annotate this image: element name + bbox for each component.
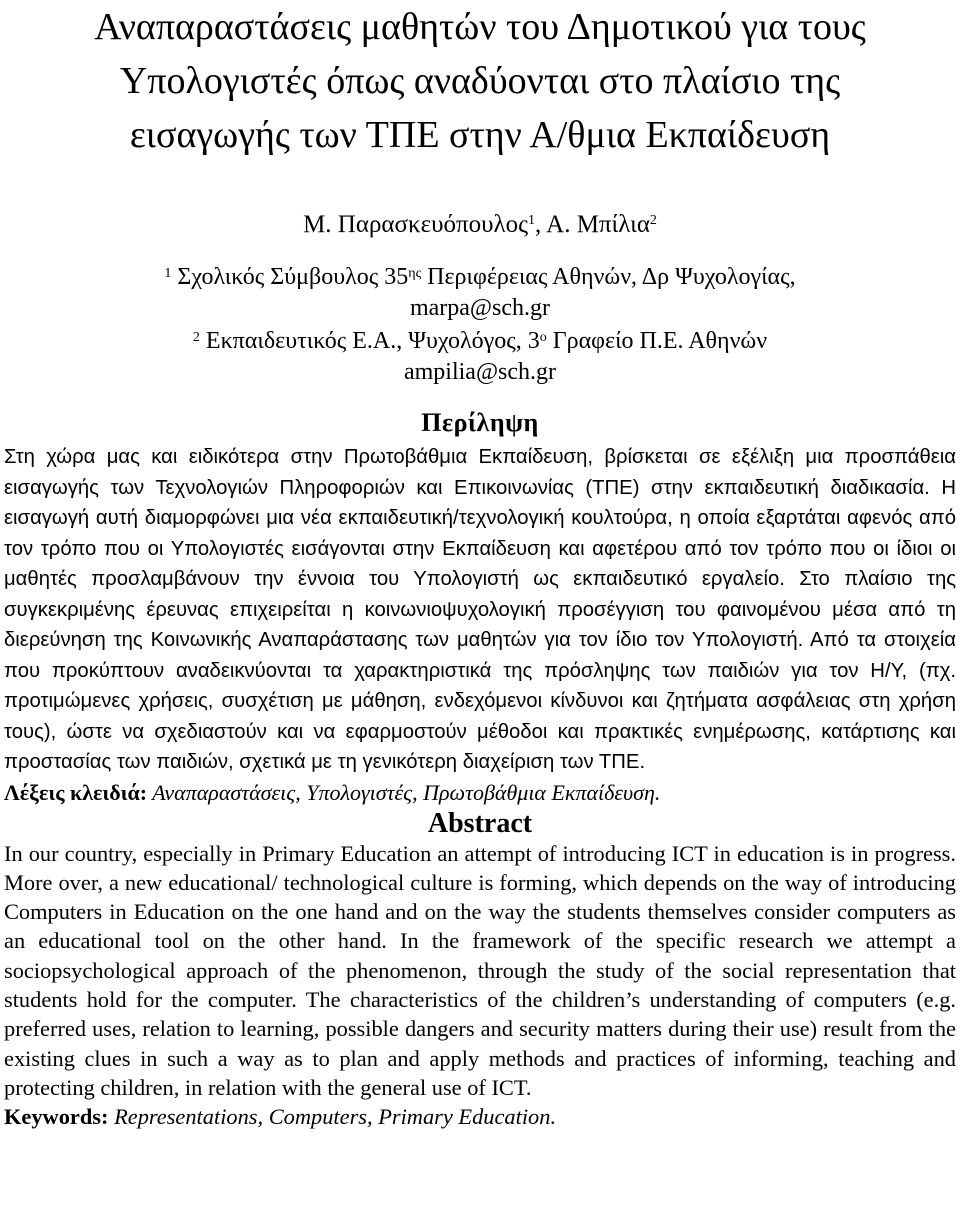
title-line-3: εισαγωγής των ΤΠΕ στην Α/θμια Εκπαίδευση <box>129 114 831 156</box>
english-keywords <box>4 1102 956 1132</box>
title-line-2: Υπολογιστές όπως αναδύονται στο πλαίσιο της <box>119 60 841 102</box>
greek-abstract-body: Στη χώρα μας και ειδικότερα στην Πρωτοβάθμια Εκπαίδευση, βρίσκεται σε εξέλιξη μια προσπάθεια εισαγωγής των Τεχνολογιών Πληροφοριών και Επικοινωνίας (ΤΠΕ) στην εκπαιδευτική διαδικασία. Η εισαγωγή αυτή διαμορφώνει μια νέα εκπαιδευτική/τεχνολογική κουλτούρα, η οποία εξαρτάται αφενός από τον τρόπο που οι Υπολογιστές εισάγονται στην Εκπαίδευση και αφετέρου από τον τρόπο που οι ίδιοι οι μαθητές προσλαμβάνουν την έννοια του Υπολογιστή ως εκπαιδευτικό εργαλείο. Στο πλαίσιο της συγκεκριμένης έρευνας επιχειρείται η κοινωνιοψυχολογική προσέγγιση του φαινομένου μέσα από τη διερεύνηση της Κοινωνικής Αναπαράστασης των μαθητών για τον ίδιο τον Υπολογιστή. Από τα στοιχεία που προκύπτουν αναδεικνύονται τα χαρακτηριστικά της πρόσληψης των παιδιών για τον Η/Υ, (πχ. προτιμώμενες χρήσεις, συσχέτιση με μάθηση, ενδεχόμενοι κίνδυνοι και ζητήματα ασφάλειας στη χρήση τους), ώστε να σχεδιαστούν και να εφαρμοστούν μέθοδοι και πρακτικές ενημέρωσης, κατάρτισης και προστασίας των παιδιών, σχετικά με τη γενικότερη διαχείριση των ΤΠΕ. <box>4 446 956 773</box>
greek-keywords-list: Αναπαραστάσεις, Υπολογιστές, Πρωτοβάθμια Εκπαίδευση. <box>147 779 661 805</box>
affiliation-1-ordinal: ης <box>408 266 422 281</box>
affiliation-2 <box>4 326 956 388</box>
english-keywords-label: Keywords: <box>4 1104 109 1130</box>
affiliation-1-mark: 1 <box>164 266 172 281</box>
title-line-1: Αναπαραστάσεις μαθητών του Δημοτικού για τους <box>94 6 866 48</box>
author-2-affil-mark: 2 <box>649 213 657 228</box>
author-1-affil-mark: 1 <box>528 213 536 228</box>
affiliation-1-text-a: Σχολικός Σύμβουλος 35 <box>171 264 409 290</box>
affiliation-1-email[interactable]: marpa@sch.gr <box>409 295 551 321</box>
greek-keywords-label: Λέξεις κλειδιά: <box>4 779 148 805</box>
affiliation-1-text-b: Περιφέρειας Αθηνών, Δρ Ψυχολογίας, <box>421 264 796 290</box>
greek-keywords <box>4 778 956 808</box>
affiliation-2-ordinal: ο <box>539 330 547 345</box>
author-list <box>4 210 956 240</box>
english-abstract-body: In our country, especially in Primary Education an attempt of introducing ICT in education is in progress. More over, a new educational/ technological culture is forming, which depends on the way of introducing Computers in Education on the one hand and on the way the students themselves consider computers as an educational tool on the other hand. In the framework of the specific research we attempt a sociopsychological approach of the phenomenon, through the study of the social representation that students hold for the computer. The characteristics of the children’s understanding of computers (e.g. preferred uses, relation to learning, possible dangers and security matters during their use) result from the existing clues in such a way as to plan and apply methods and practices of informing, teaching and protecting children, in relation with the general use of ICT. <box>4 840 956 1100</box>
author-2-name: Α. Μπίλια <box>546 211 650 238</box>
affiliation-2-mark: 2 <box>192 330 200 345</box>
affiliation-2-text-a: Εκπαιδευτικός Ε.Α., Ψυχολόγος, 3 <box>199 328 540 354</box>
paper-title <box>4 0 956 162</box>
affiliation-1 <box>4 262 956 324</box>
english-abstract-heading: Abstract <box>427 807 533 839</box>
author-separator: , <box>535 211 547 238</box>
affiliation-2-email[interactable]: ampilia@sch.gr <box>403 359 557 385</box>
english-keywords-list: Representations, Computers, Primary Education. <box>108 1104 557 1130</box>
author-1-name: Μ. Παρασκευόπουλος <box>303 211 529 238</box>
greek-abstract-heading: Περίληψη <box>421 408 539 437</box>
affiliation-2-text-b: Γραφείο Π.Ε. Αθηνών <box>546 328 768 354</box>
